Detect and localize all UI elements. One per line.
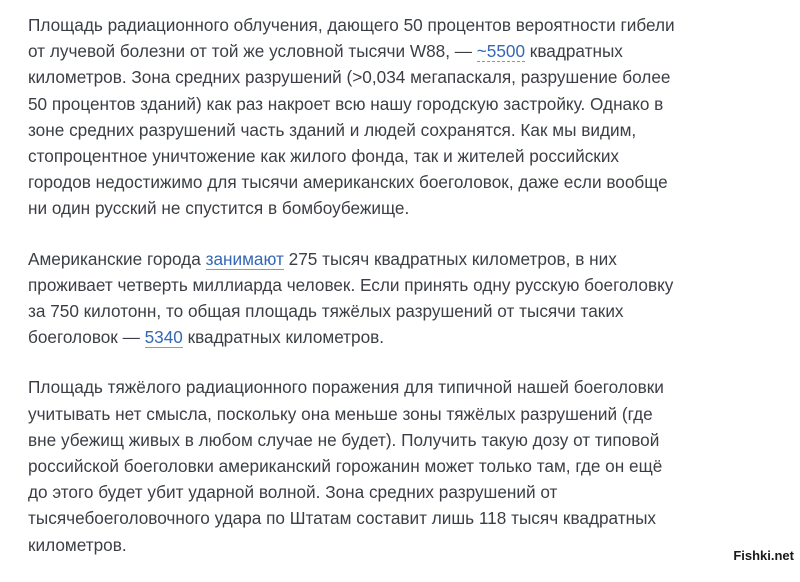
text-line <box>28 38 748 64</box>
fishki-watermark: Fishki.net <box>733 548 794 563</box>
text-line <box>28 324 748 350</box>
text-line: до этого будет убит ударной волной. Зона средних разрушений от <box>28 482 558 503</box>
text-line: стопроцентное уничтожение как жилого фонда, так и жителей российских <box>28 146 620 167</box>
text-line: городов недостижимо для тысячи американских боеголовок, даже если вообще <box>28 172 668 193</box>
text-line: учитывать нет смысла, поскольку она меньше зоны тяжёлых разрушений (где <box>28 403 653 424</box>
text-segment: квадратных <box>525 41 623 62</box>
paragraph-3 <box>28 374 748 557</box>
occupy-link[interactable]: занимают <box>205 248 284 269</box>
text-segment: 275 тысяч квадратных километров, в них <box>283 248 617 269</box>
article-body <box>28 12 748 582</box>
text-segment: от лучевой болезни от той же условной тысячи W88, — <box>28 41 477 62</box>
text-line: российской боеголовки американский горожанин может только там, где он ещё <box>28 456 663 477</box>
text-line: проживает четверть миллиарда человек. Если принять одну русскую боеголовку <box>28 274 674 295</box>
text-line: зоне средних разрушений часть зданий и людей сохранятся. Как мы видим, <box>28 119 637 140</box>
text-line: вне убежищ живых в любом случае не будет). Получить такую дозу от типовой <box>28 429 660 450</box>
text-line: Площадь тяжёлого радиационного поражения для типичной нашей боеголовки <box>28 377 664 398</box>
text-segment: Американские города <box>28 248 206 269</box>
paragraph-1 <box>28 12 748 222</box>
text-line: километров. <box>28 534 127 555</box>
text-line: Площадь радиационного облучения, дающего 50 процентов вероятности гибели <box>28 15 675 35</box>
text-line: 50 процентов зданий) как раз накроет всю нашу городскую застройку. Однако в <box>28 93 664 114</box>
text-line: за 750 килотонн, то общая площадь тяжёлых разрушений от тысячи таких <box>28 301 624 322</box>
area-5340-link[interactable]: 5340 <box>144 327 183 348</box>
text-line: километров. Зона средних разрушений (>0,034 мегапаскаля, разрушение более <box>28 67 671 88</box>
text-segment: квадратных километров. <box>182 327 385 348</box>
text-line: ни один русский не спустится в бомбоубежище. <box>28 198 410 219</box>
text-segment: боеголовок — <box>28 327 145 348</box>
text-line: тысячебоеголовочного удара по Штатам составит лишь 118 тысяч квадратных <box>28 508 657 529</box>
text-line <box>28 246 748 272</box>
paragraph-2 <box>28 246 748 351</box>
area-5500-link[interactable]: ~5500 <box>476 41 526 62</box>
